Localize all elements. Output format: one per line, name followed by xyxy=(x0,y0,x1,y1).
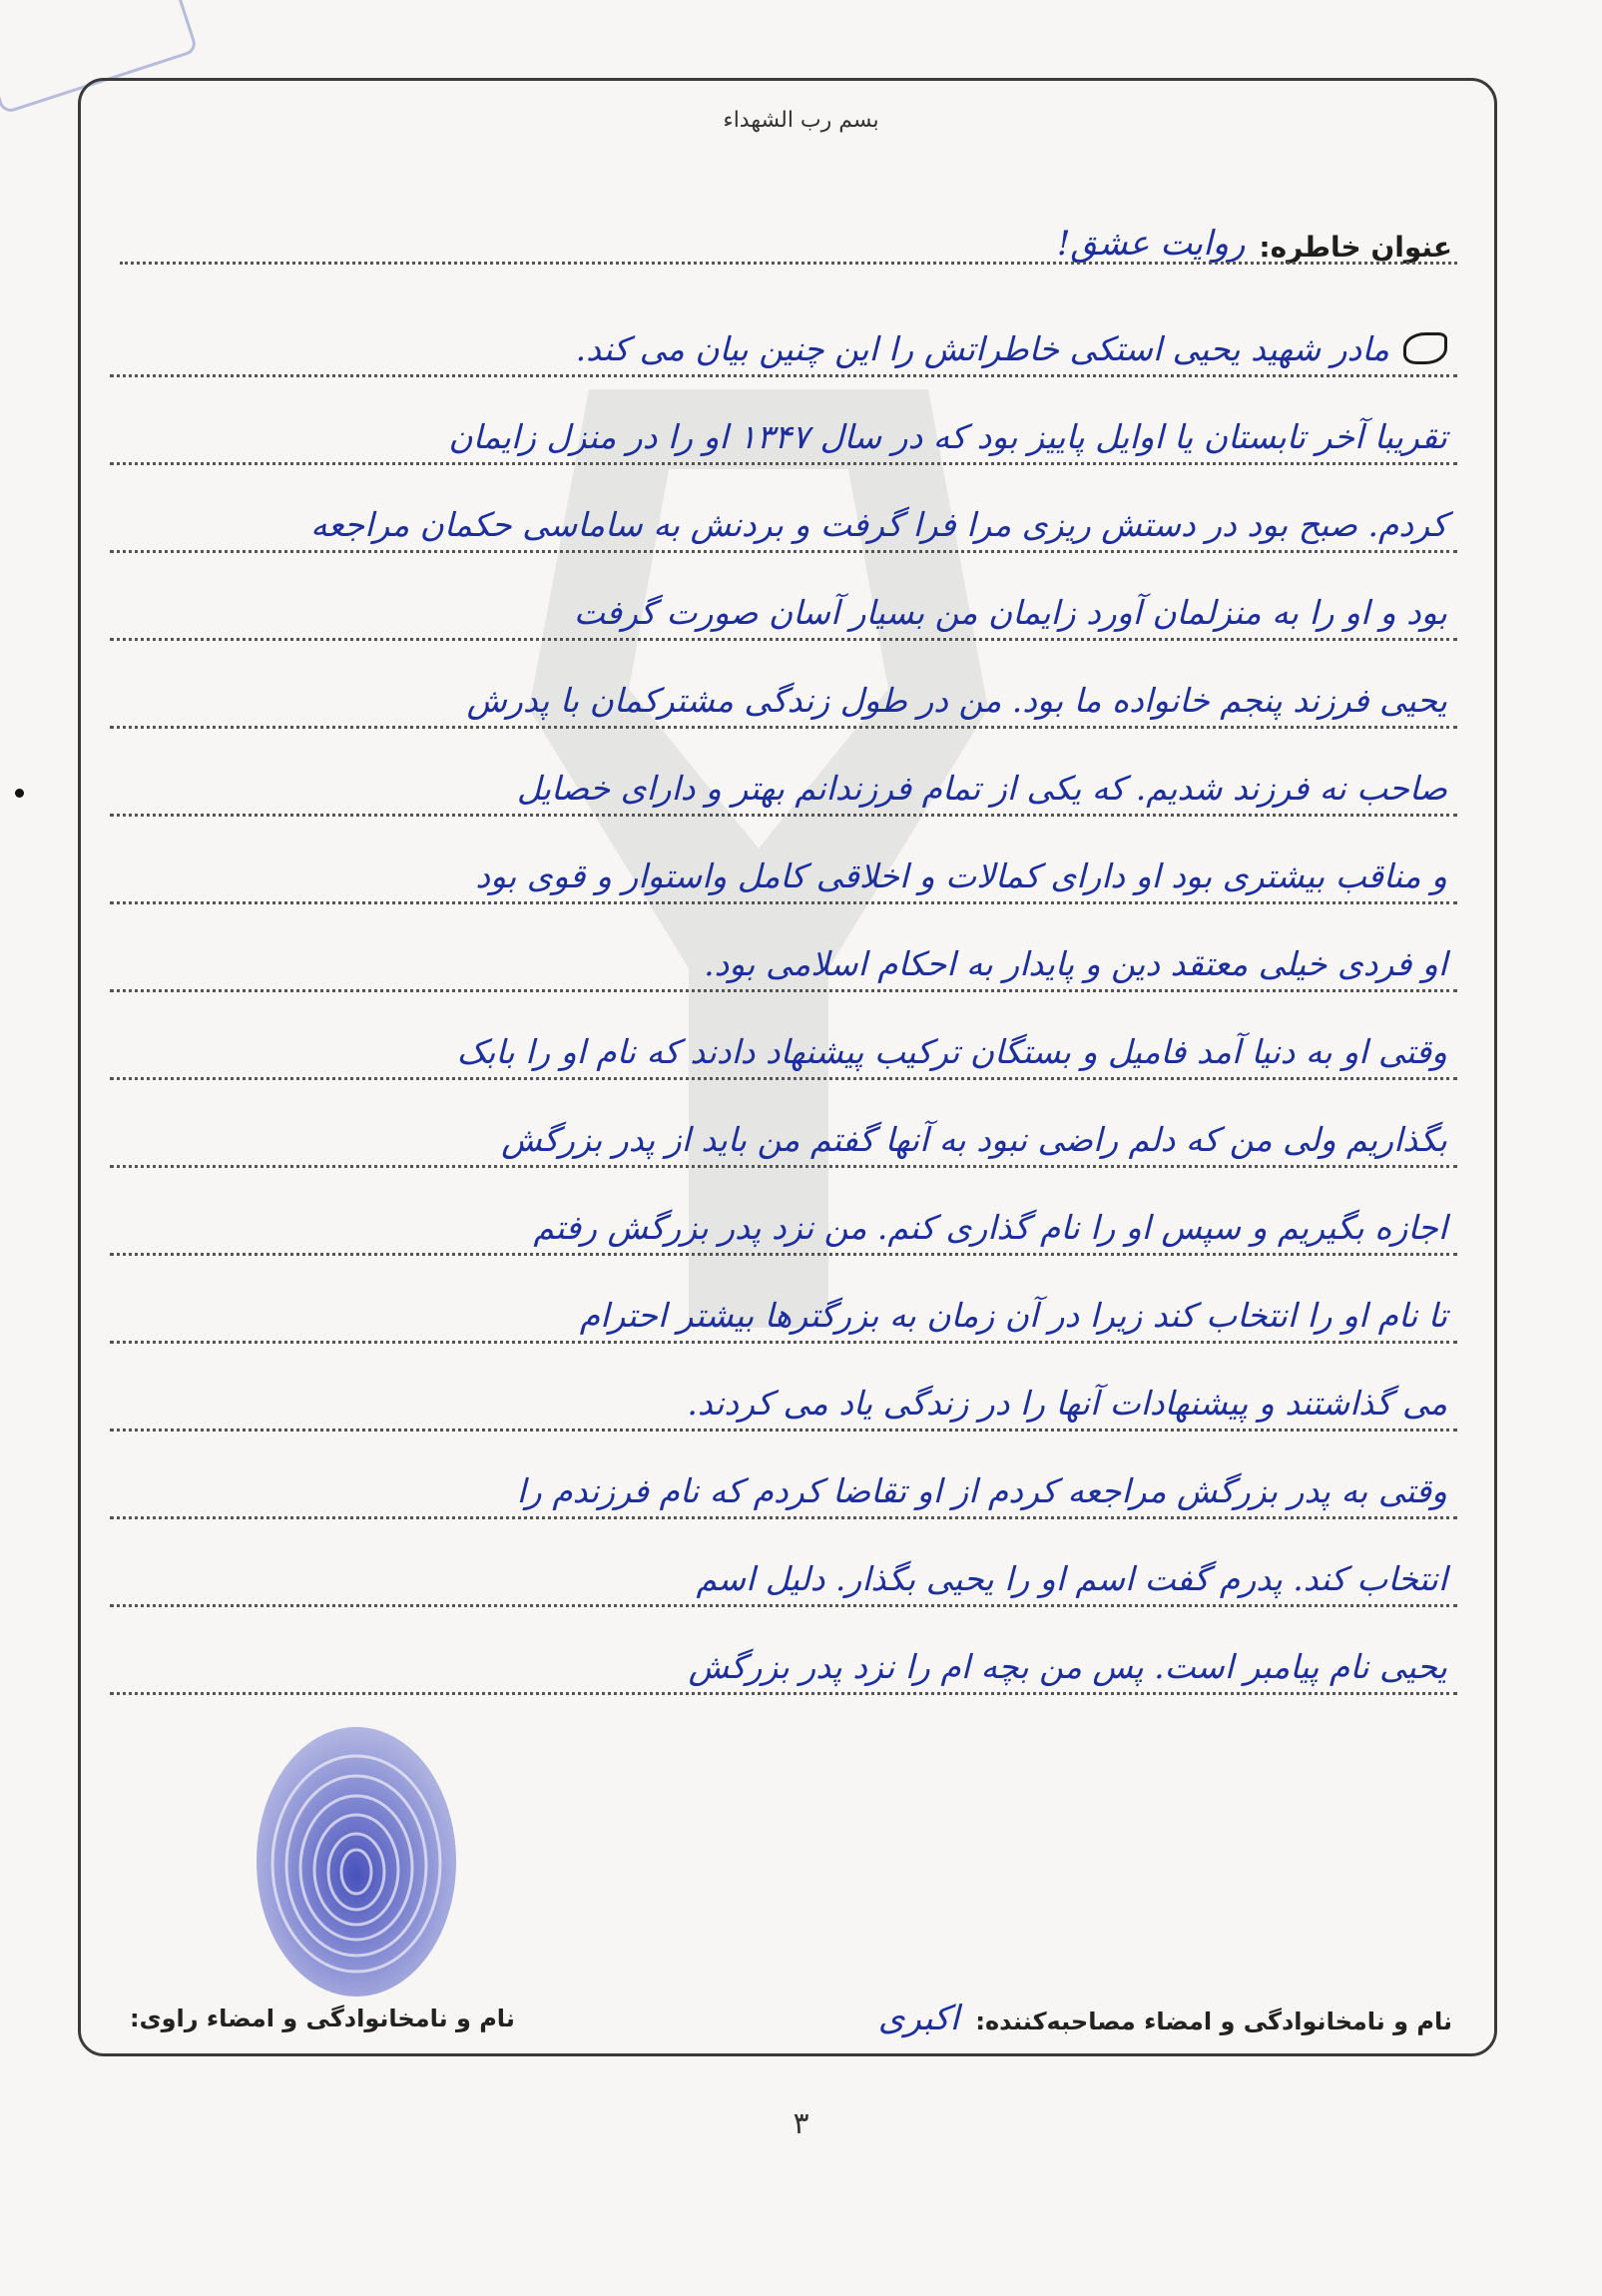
memoir-title-value: روایت عشق! xyxy=(1056,224,1246,264)
text-line: اجازه بگیریم و سپس او را نام گذاری کنم. من نزد پدر بزرگش رفتم xyxy=(110,1168,1457,1256)
text-line: بگذاریم ولی من که دلم راضی نبود به آنها گفتم من باید از پدر بزرگش xyxy=(110,1080,1457,1168)
text-line: انتخاب کند. پدرم گفت اسم او را یحیی بگذار. دلیل اسم xyxy=(110,1519,1457,1607)
text-line: او فردی خیلی معتقد دین و پایدار به احکام اسلامی بود. xyxy=(110,904,1457,992)
interviewer-signature: اکبری xyxy=(877,1999,960,2038)
text-line: وقتی او به دنیا آمد فامیل و بستگان ترکیب پیشنهاد دادند که نام او را بابک xyxy=(110,992,1457,1080)
narrator-signature-label: نام و نامخانوادگی و امضاء راوی: xyxy=(130,2005,515,2032)
text-line: وقتی به پدر بزرگش مراجعه کردم از او تقاضا کردم که نام فرزندم را xyxy=(110,1432,1457,1519)
text-line: تا نام او را انتخاب کند زیرا در آن زمان به بزرگترها بیشتر احترام xyxy=(110,1256,1457,1344)
title-dotted-line xyxy=(120,262,1457,265)
text-line: کردم. صبح بود در دستش ریزی مرا فرا گرفت و بردنش به ساماسی حکمان مراجعه xyxy=(110,465,1457,553)
text-line: تقریبا آخر تابستان یا اوایل پاییز بود که در سال ۱۳۴۷ او را در منزل زایمان xyxy=(110,377,1457,465)
text-line: و مناقب بیشتری بود او دارای کمالات و اخلاقی کامل واستوار و قوی بود xyxy=(110,817,1457,904)
memoir-text-area xyxy=(110,289,1457,1695)
interviewer-signature-field: نام و نامخانوادگی و امضاء مصاحبه‌کننده: اکبری xyxy=(877,1999,1452,2038)
text-line: می گذاشتند و پیشنهادات آنها را در زندگی یاد می کردند. xyxy=(110,1344,1457,1432)
text-line: بود و او را به منزلمان آورد زایمان من بسیار آسان صورت گرفت xyxy=(110,553,1457,641)
text-line: صاحب نه فرزند شدیم. که یکی از تمام فرزندانم بهتر و دارای خصایل xyxy=(110,729,1457,817)
fingerprint-mark xyxy=(250,1712,464,2002)
text-line: یحیی نام پیامبر است. پس من بچه ام را نزد پدر بزرگش xyxy=(110,1607,1457,1695)
text-line: یحیی فرزند پنجم خانواده ما بود. من در طول زندگی مشترکمان با پدرش xyxy=(110,641,1457,729)
page-number: ۳ xyxy=(793,2106,809,2141)
memoir-title-label: عنوان خاطره: xyxy=(1259,231,1452,264)
margin-dot xyxy=(15,789,24,798)
memoir-title-row xyxy=(120,212,1452,264)
signature-row xyxy=(130,1999,1452,2038)
text-line: مادر شهید یحیی استکی خاطراتش را این چنین بیان می کند. xyxy=(110,289,1457,377)
writing-hand-icon xyxy=(1403,332,1447,364)
basmala-heading: بسم رب الشهداء xyxy=(723,108,879,133)
